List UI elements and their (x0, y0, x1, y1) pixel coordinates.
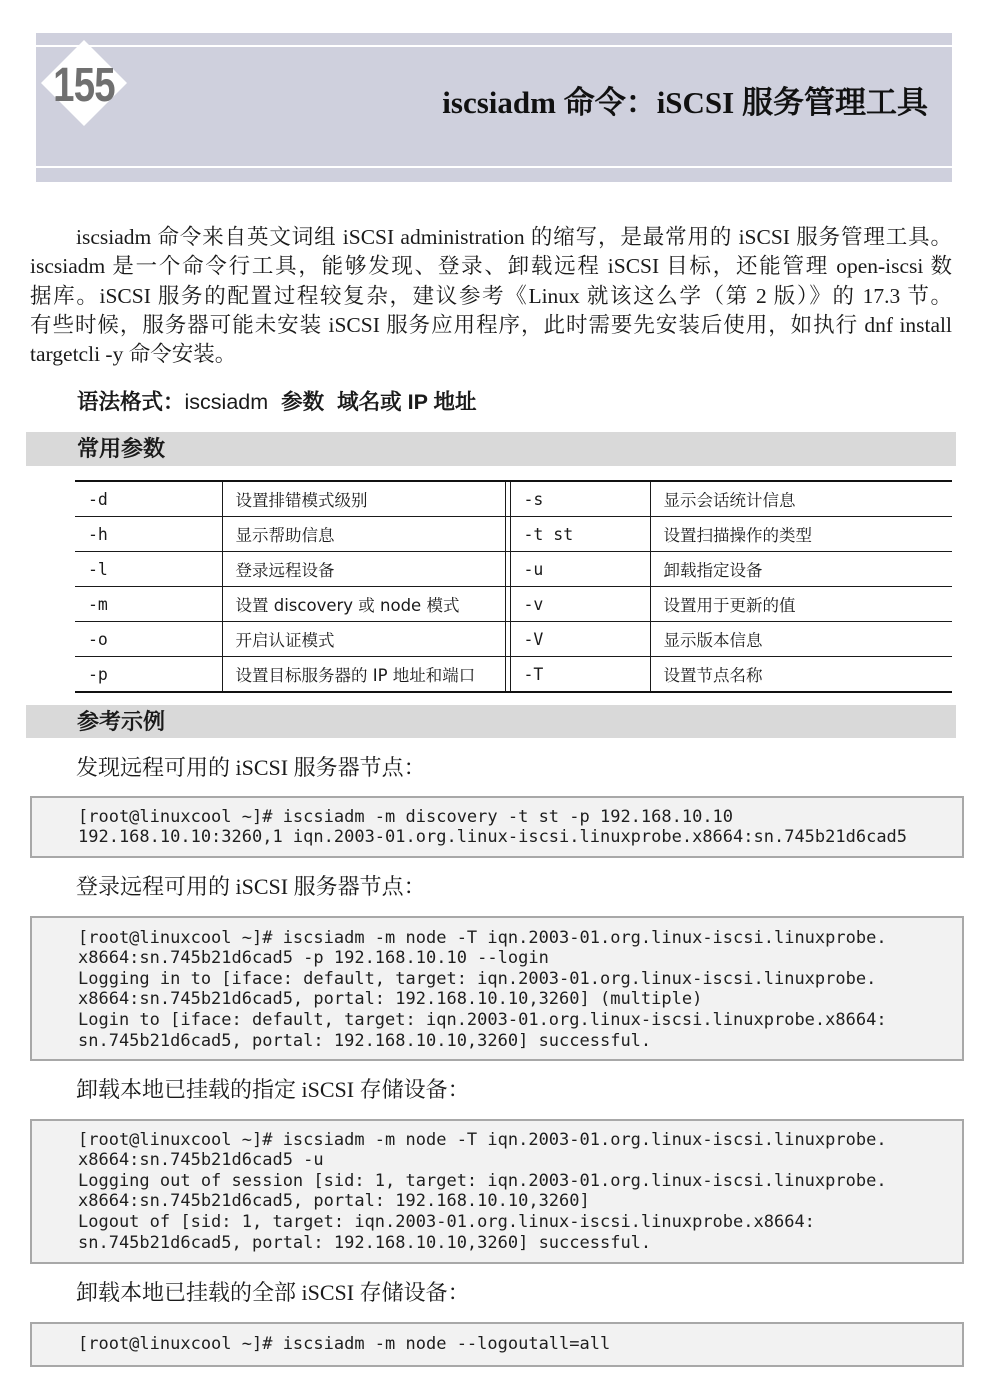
page-number: 155 (53, 59, 115, 112)
param-option: -p (75, 657, 222, 693)
param-description: 开启认证模式 (222, 622, 505, 657)
code-line: Logout of [sid: 1, target: iqn.2003-01.org.linux-iscsi.linuxprobe.x8664: (78, 1211, 815, 1232)
code-line: 192.168.10.10:3260,1 iqn.2003-01.org.linux-iscsi.linuxprobe.x8664:sn.745b21d6cad5 (78, 827, 908, 848)
param-description: 设置扫描操作的类型 (650, 517, 952, 552)
syntax-label: 语法格式： (77, 390, 185, 414)
param-option: -m (75, 587, 222, 622)
intro-paragraph (30, 223, 952, 369)
section-title: 常用参数 (77, 436, 166, 461)
code-line: [root@linuxcool ~]# iscsiadm -m node -T iqn.2003-01.org.linux-iscsi.linuxprobe. (78, 927, 887, 948)
intro-line: iscsiadm 命令来自英文词组 iSCSI administration 的缩写，是最常用的 iSCSI 服务管理工具。 (76, 225, 952, 249)
example-caption: 卸载本地已挂载的指定 iSCSI 存储设备： (76, 1077, 470, 1102)
intro-line: 有些时候，服务器可能未安装 iSCSI 服务应用程序，此时需要先安装后使用，如执行 dnf install (30, 312, 952, 337)
code-line: Logging out of session [sid: 1, target: iqn.2003-01.org.linux-iscsi.linuxprobe. (78, 1170, 887, 1191)
code-block (30, 796, 964, 858)
header-rule-bottom (36, 166, 952, 168)
param-description: 显示帮助信息 (222, 517, 505, 552)
page-title: iscsiadm 命令：iSCSI 服务管理工具 (442, 85, 928, 120)
param-description: 设置节点名称 (650, 657, 952, 693)
table-row (75, 657, 952, 693)
code-line: [root@linuxcool ~]# iscsiadm -m discovery -t st -p 192.168.10.10 (78, 806, 734, 827)
param-description: 显示会话统计信息 (650, 481, 952, 517)
code-line: Logging in to [iface: default, target: iqn.2003-01.org.linux-iscsi.linuxprobe. (78, 968, 877, 989)
param-description: 设置目标服务器的 IP 地址和端口 (222, 657, 505, 693)
example-caption: 登录远程可用的 iSCSI 服务器节点： (76, 874, 426, 899)
param-description: 设置 discovery 或 node 模式 (222, 587, 505, 622)
code-line: [root@linuxcool ~]# iscsiadm -m node -T iqn.2003-01.org.linux-iscsi.linuxprobe. (78, 1129, 887, 1150)
syntax-command: iscsiadm (184, 390, 269, 414)
code-line: sn.745b21d6cad5, portal: 192.168.10.10,3260] successful. (78, 1030, 652, 1051)
param-description: 设置用于更新的值 (650, 587, 952, 622)
syntax-line (77, 387, 477, 417)
params-table (75, 480, 952, 693)
param-option: -v (510, 587, 650, 622)
code-line: sn.745b21d6cad5, portal: 192.168.10.10,3260] successful. (78, 1232, 652, 1253)
code-block (30, 916, 964, 1061)
code-block (30, 1322, 964, 1367)
code-line: Login to [iface: default, target: iqn.2003-01.org.linux-iscsi.linuxprobe.x8664: (78, 1009, 887, 1030)
table-row (75, 481, 952, 517)
syntax-arg: 参数 (281, 390, 325, 414)
table-row (75, 622, 952, 657)
code-line: x8664:sn.745b21d6cad5, portal: 192.168.10.10,3260] (multiple) (78, 989, 703, 1010)
param-option: -V (510, 622, 650, 657)
param-option: -h (75, 517, 222, 552)
example-caption: 发现远程可用的 iSCSI 服务器节点： (76, 755, 426, 780)
table-row (75, 587, 952, 622)
syntax-arg: 域名或 IP 地址 (337, 390, 477, 414)
code-block (30, 1119, 964, 1264)
param-option: -u (510, 552, 650, 587)
param-option: -l (75, 552, 222, 587)
code-line: x8664:sn.745b21d6cad5 -p 192.168.10.10 --login (78, 948, 549, 969)
chapter-header (36, 33, 952, 182)
param-option: -T (510, 657, 650, 693)
param-option: -o (75, 622, 222, 657)
param-option: -t st (510, 517, 650, 552)
example-caption: 卸载本地已挂载的全部 iSCSI 存储设备： (76, 1280, 470, 1305)
intro-line: targetcli -y 命令安装。 (30, 342, 237, 367)
table-row (75, 517, 952, 552)
table-row (75, 552, 952, 587)
code-line: x8664:sn.745b21d6cad5 -u (78, 1150, 324, 1171)
section-title: 参考示例 (77, 709, 166, 734)
header-rule-top (36, 45, 952, 47)
param-option: -s (510, 481, 650, 517)
param-option: -d (75, 481, 222, 517)
section-bar-params (26, 432, 956, 466)
code-line: x8664:sn.745b21d6cad5, portal: 192.168.10.10,3260] (78, 1191, 590, 1212)
intro-line: iscsiadm 是一个命令行工具，能够发现、登录、卸载远程 iSCSI 目标，还能管理 open-iscsi 数 (30, 254, 952, 279)
param-description: 登录远程设备 (222, 552, 505, 587)
code-line: [root@linuxcool ~]# iscsiadm -m node --logoutall=all (78, 1333, 611, 1354)
param-description: 显示版本信息 (650, 622, 952, 657)
intro-line: 据库。iSCSI 服务的配置过程较复杂，建议参考《Linux 就该这么学（第 2 版）》的 17.3 节。 (30, 283, 952, 308)
section-bar-examples (26, 705, 956, 738)
param-description: 卸载指定设备 (650, 552, 952, 587)
param-description: 设置排错模式级别 (222, 481, 505, 517)
